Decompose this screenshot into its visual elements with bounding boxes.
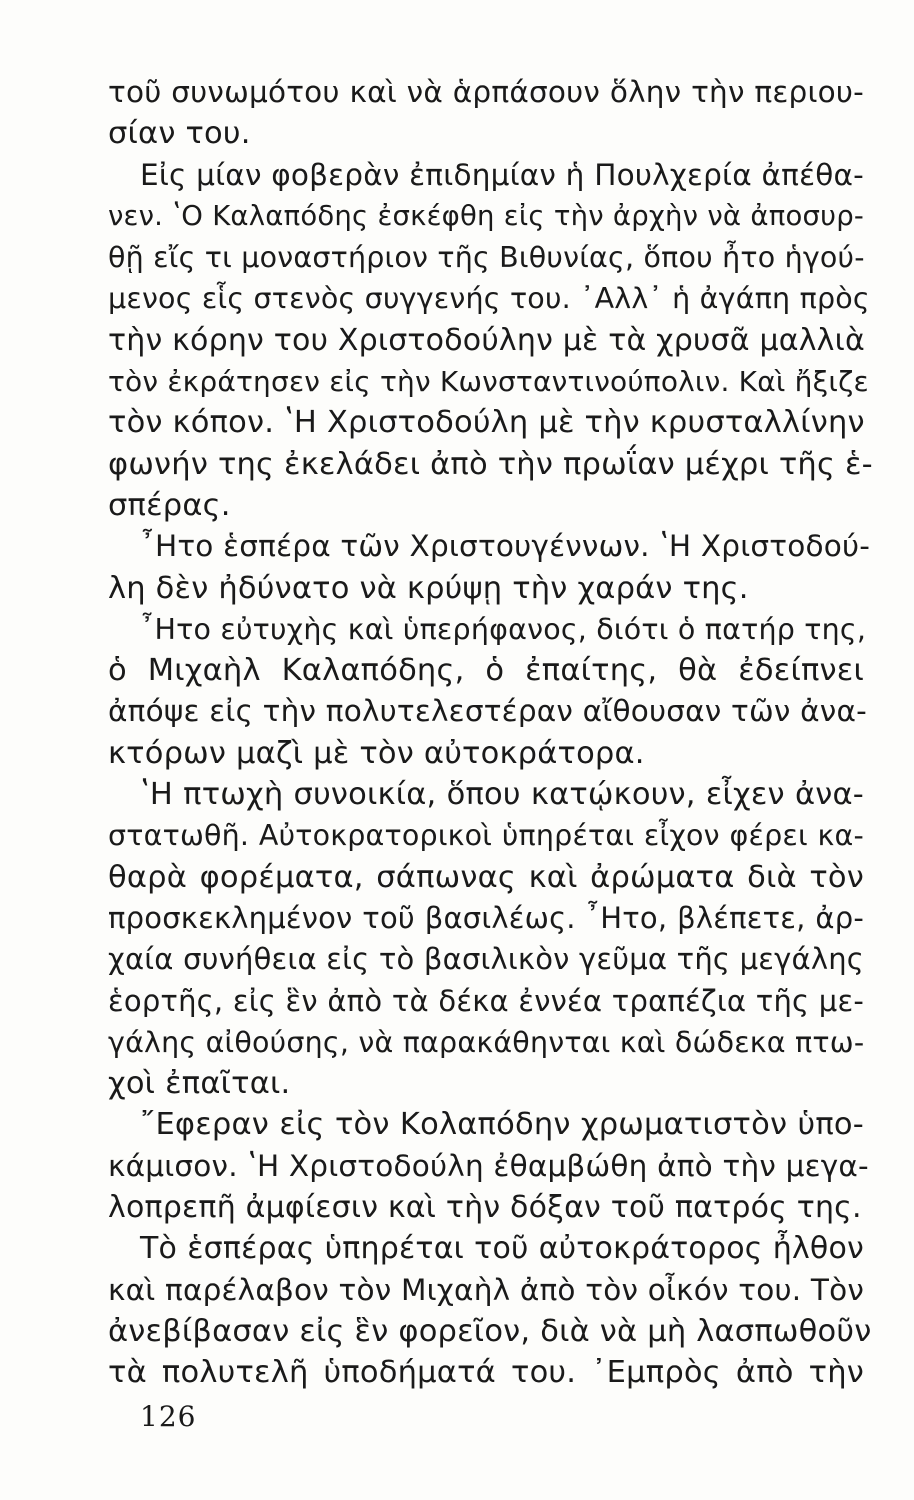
text-line: ῎Εφεραν εἰς τὸν Κολαπόδην χρωματιστὸν ὑπο-	[140, 1107, 864, 1143]
text-line: προσκεκλημένον τοῦ βασιλέως. ῏Ητο, βλέπετε, ἀρ-	[108, 900, 864, 935]
text-line: τὸν ἐκράτησεν εἰς τὴν Κωνσταντινούπολιν. Καὶ ἤξιζε	[108, 365, 869, 399]
text-line: ὁ Μιχαὴλ Καλαπόδης, ὁ ἐπαίτης, θὰ ἐδείπνει	[108, 653, 864, 689]
text-line: θαρὰ φορέματα, σάπωνας καὶ ἀρώματα διὰ τὸν	[108, 859, 864, 895]
text-line: χαία συνήθεια εἰς τὸ βασιλικὸν γεῦμα τῆς μεγάλης	[108, 942, 864, 977]
page-number: 126	[140, 1400, 197, 1433]
text-line: φωνήν της ἐκελάδει ἀπὸ τὴν πρωΐαν μέχρι τῆς ἑ-	[108, 446, 873, 482]
text-line: ʽΗ πτωχὴ συνοικία, ὅπου κατῴκουν, εἶχεν ἀνα-	[140, 777, 864, 813]
text-line: ἑορτῆς, εἰς ἓν ἀπὸ τὰ δέκα ἐννέα τραπέζια τῆς με-	[108, 983, 864, 1018]
text-line: σίαν του.	[108, 116, 251, 152]
text-line: σπέρας.	[108, 487, 231, 523]
text-line: λη δὲν ἠδύνατο νὰ κρύψῃ τὴν χαράν της.	[108, 570, 749, 606]
text-line: κτόρων μαζὶ μὲ τὸν αὐτοκράτορα.	[108, 735, 645, 771]
text-line: νεν. ʽΟ Καλαπόδης ἐσκέφθη εἰς τὴν ἀρχὴν νὰ ἀποσυρ-	[108, 199, 864, 232]
text-line: μενος εἷς στενὸς συγγενής του. ᾿Αλλ᾿ ἡ ἀγάπη πρὸς	[108, 282, 870, 316]
text-line: στατωθῆ. Αὐτοκρατορικοὶ ὑπηρέται εἶχον φέρει κα-	[108, 819, 864, 853]
text-line: Εἰς μίαν φοβερὰν ἐπιδημίαν ἡ Πουλχερία ἀπέθα-	[140, 157, 864, 192]
text-line: τὴν κόρην του Χριστοδούλην μὲ τὰ χρυσᾶ μαλλιὰ	[108, 322, 865, 358]
text-line: γάλης αἰθούσης, νὰ παρακάθηνται καὶ δώδεκα πτω-	[108, 1025, 865, 1059]
text-line: χοὶ ἐπαῖται.	[108, 1066, 291, 1102]
text-line: ἀπόψε εἰς τὴν πολυτελεστέραν αἴθουσαν τῶν ἀνα-	[108, 694, 867, 729]
text-line: ἀνεβίβασαν εἰς ἓν φορεῖον, διὰ νὰ μὴ λασπωθοῦν	[108, 1313, 872, 1349]
body-text	[108, 72, 873, 1394]
text-line: Τὸ ἑσπέρας ὑπηρέται τοῦ αὐτοκράτορος ἦλθον	[140, 1231, 864, 1267]
text-line: λοπρεπῆ ἀμφίεσιν καὶ τὴν δόξαν τοῦ πατρός της.	[108, 1190, 862, 1226]
text-line: τὰ πολυτελῆ ὑποδήματά του. ᾿Εμπρὸς ἀπὸ τὴν	[108, 1355, 864, 1391]
text-line: τὸν κόπον. ʽΗ Χριστοδούλη μὲ τὴν κρυσταλλίνην	[108, 405, 865, 441]
text-line: τοῦ συνωμότου καὶ νὰ ἁρπάσουν ὅλην τὴν περιου-	[108, 75, 864, 109]
text-line: θῇ εἴς τι μοναστήριον τῆς Βιθυνίας, ὅπου ἦτο ἡγού-	[108, 241, 865, 275]
text-line: καὶ παρέλαβον τὸν Μιχαὴλ ἀπὸ τὸν οἶκόν του. Τὸν	[108, 1272, 865, 1307]
text-line: ῏Ητο ἑσπέρα τῶν Χριστουγέννων. ʽΗ Χριστοδού-	[140, 529, 871, 564]
text-line: κάμισον. ʽΗ Χριστοδούλη ἐθαμβώθη ἀπὸ τὴν μεγα-	[108, 1148, 869, 1183]
text-line: ῏Ητο εὐτυχὴς καὶ ὑπερήφανος, διότι ὁ πατήρ της,	[140, 612, 867, 646]
